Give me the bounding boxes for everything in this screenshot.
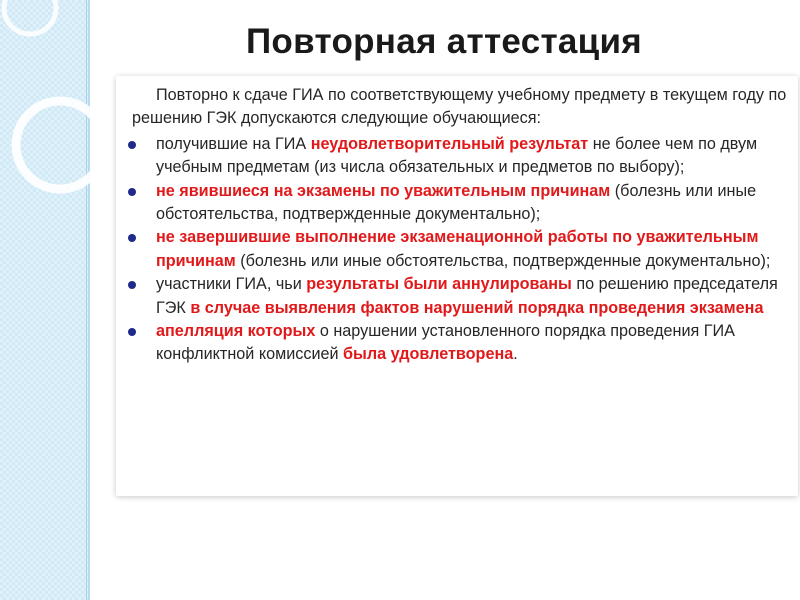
item-text: по решению председателя ГЭК [156,275,778,317]
item-text: (болезнь или иные обстоятельства, подтвержденные документально); [235,251,771,270]
criteria-item [128,226,794,273]
item-text: . [513,345,518,364]
bullet-dot-icon [128,188,136,196]
item-text: не более чем по двум учебным предметам (из числа обязательных и предметов по выбору); [156,134,758,177]
highlighted-text: апелляция которых [156,322,316,341]
highlighted-text: результаты были аннулированы [306,275,572,294]
criteria-item [128,320,794,367]
bullet-dot-icon [128,234,136,242]
highlighted-text: не завершившие выполнение экзаменационной работы по уважительным причинам [156,228,759,270]
item-text: (болезнь или иные обстоятельства, подтвержденные документально); [156,181,757,224]
strip-divider [86,0,87,600]
highlighted-text: неудовлетворительный результат [310,134,589,153]
criteria-item [128,273,794,320]
content-body [128,84,794,367]
criteria-list [128,133,794,367]
item-text: участники ГИА, чьи [156,275,307,294]
side-decoration-strip [0,0,90,600]
item-text: о нарушении установленного порядка проведения ГИА конфликтной комиссией [156,322,735,364]
criteria-item [128,180,794,227]
highlighted-text: была удовлетворена [343,345,514,364]
slide-title: Повторная аттестация [245,22,643,61]
bullet-dot-icon [128,281,136,289]
item-text: получившие на ГИА [156,134,311,153]
intro-paragraph: Повторно к сдаче ГИА по соответствующему учебному предмету в текущем году по решению ГЭК допускаются следующие обучающиеся: [132,86,787,128]
highlighted-text: в случае выявления фактов нарушений порядка проведения экзамена [190,298,764,317]
bullet-dot-icon [128,328,136,336]
highlighted-text: не явившиеся на экзамены по уважительным причинам [156,181,611,200]
bullet-dot-icon [128,141,136,149]
criteria-item [128,133,794,180]
